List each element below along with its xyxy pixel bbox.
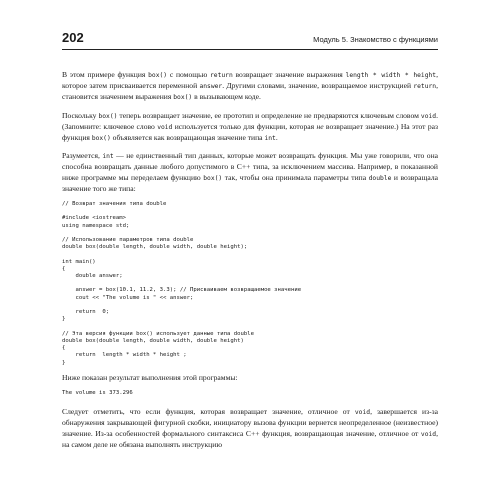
inline-code: int xyxy=(264,135,276,143)
inline-code: int xyxy=(102,153,114,161)
inline-code: void xyxy=(420,112,437,120)
emphasis: не xyxy=(316,121,324,131)
text-run: , на самом деле не обязана выполнять инструкцию xyxy=(62,428,438,449)
inline-code: return xyxy=(413,83,437,91)
text-run: , завершается из-за обнаружения закрывающей фигурной скобки, инициатору вызова функции вернется неопределенное (неизвестное) значение. Из-за особенностей формального синтаксиса C++ функция, возвращающая значение, отличное от xyxy=(62,407,438,438)
text-run: Разумеется, xyxy=(62,151,103,161)
text-run: в вызывающем коде. xyxy=(192,92,261,102)
paragraph-1 xyxy=(62,70,438,104)
text-run: — не единственный тип данных, которые может возвращать функция. Мы уже говорили, что она способна возвращать данные любого допустимого в C++ типа, за исключением массива. Например, в показанной ниже программе мы переделаем функцию xyxy=(62,151,439,182)
text-run: используется только для функции, которая xyxy=(172,121,317,131)
text-run: объявляется как возвращающая значение типа xyxy=(110,133,265,143)
text-run: и возвращала значение того же типа: xyxy=(62,172,438,193)
inline-code: box() xyxy=(148,72,168,79)
inline-code: box() xyxy=(173,94,193,102)
program-output: The volume is 373.296 xyxy=(62,389,133,396)
inline-code: void xyxy=(157,123,173,131)
page-header xyxy=(62,30,438,50)
text-run: . Другими словами, значение, возвращаемое инструкцией xyxy=(222,81,414,91)
text-run: . xyxy=(275,133,278,143)
text-run: Поскольку xyxy=(62,110,99,120)
inline-code: box() xyxy=(203,174,223,182)
text-run: с помощью xyxy=(167,70,211,79)
inline-code: length * width * height xyxy=(345,72,437,79)
paragraph-4 xyxy=(62,407,438,450)
inline-code: answer xyxy=(199,83,223,91)
text-run: так, чтобы она принимала параметры типа xyxy=(222,172,369,182)
inline-code: double xyxy=(368,174,392,182)
text-run: возвращает значение выражения xyxy=(232,70,346,79)
inline-code: box() xyxy=(91,135,111,143)
inline-code: return xyxy=(210,72,233,79)
text-run: В этом примере функция xyxy=(62,70,149,79)
page-number: 202 xyxy=(62,30,84,45)
paragraph-2 xyxy=(62,111,438,145)
text-run: , становится значением выражения xyxy=(62,81,438,102)
inline-code: void xyxy=(354,409,371,417)
text-run: , которое затем присваивается переменной xyxy=(62,70,438,91)
text-run: теперь возвращает значение, ее прототип и определение не предваряются ключевым словом xyxy=(117,110,421,120)
text-run: Следует отметить, что если функция, которая возвращает значение, отличное от xyxy=(62,407,355,417)
paragraph-3 xyxy=(62,151,438,194)
inline-code: void xyxy=(420,430,437,438)
inline-code: box() xyxy=(98,112,118,120)
running-head: Модуль 5. Знакомство с функциями xyxy=(313,35,438,44)
code-listing: // Возврат значения типа double #include <iostream> using namespace std; // Использование параметров типа double double box(double length, double width, double height); int main() { double answer; answer = box(10.1, 11.2, 3.3); // Присваиваем возвращаемое значение cout << "The volume is " << answer; return 0; } // Эта версия функции box() использует данные типа double double box(double length, double width, double height) { return length * width * height ; } xyxy=(62,201,302,366)
result-intro: Ниже показан результат выполнения этой программы: xyxy=(62,372,238,382)
text-run: . (Запомните: ключевое слово xyxy=(62,110,438,131)
text-run: возвращает значение.) На этот раз функция xyxy=(62,121,438,143)
